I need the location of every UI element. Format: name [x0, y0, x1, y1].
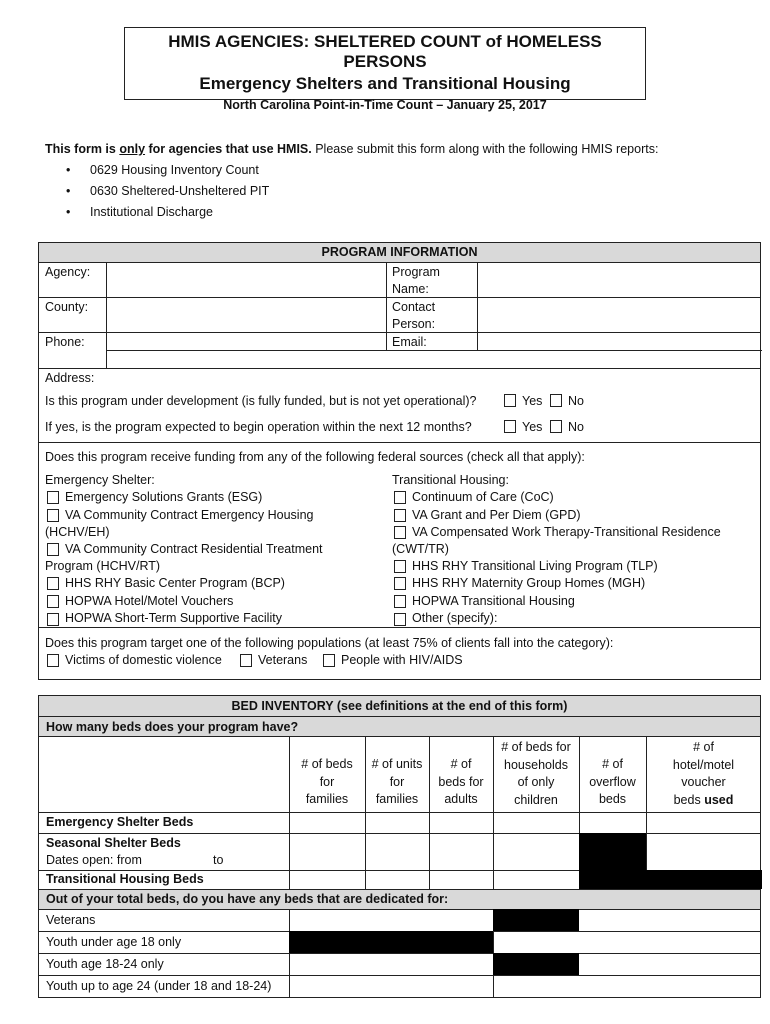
report-item-label: 0629 Housing Inventory Count: [90, 163, 259, 177]
blocked-cell: [579, 833, 646, 889]
transitional-housing-heading: Transitional Housing:: [392, 473, 509, 487]
begin-no-checkbox[interactable]: [550, 420, 562, 433]
phone-label: Phone:: [45, 335, 85, 349]
bed-inventory-header: BED INVENTORY (see definitions at the end of this form): [39, 696, 760, 717]
bcp-checkbox[interactable]: [47, 577, 59, 590]
blocked-cell: [493, 953, 579, 975]
dev-yes-label: Yes: [522, 394, 543, 408]
hchv-rt-checkbox[interactable]: [47, 543, 59, 556]
esg-checkbox[interactable]: [47, 491, 59, 504]
th-item: Other (specify):: [412, 611, 498, 625]
mgh-checkbox[interactable]: [394, 577, 406, 590]
hopwa-th-checkbox[interactable]: [394, 595, 406, 608]
population-label: Veterans: [258, 653, 308, 667]
form-date-line: North Carolina Point-in-Time Count – January 25, 2017: [223, 98, 547, 112]
hiv-aids-checkbox[interactable]: [323, 654, 335, 667]
col-beds-children: # of beds for households of only children: [501, 740, 571, 807]
county-label: County:: [45, 300, 89, 314]
col-overflow-beds: # of overflow beds: [589, 757, 636, 806]
domestic-violence-checkbox[interactable]: [47, 654, 59, 667]
intro-rest: Please submit this form along with the following HMIS reports:: [311, 142, 659, 156]
row-emergency-shelter: Emergency Shelter Beds: [46, 815, 194, 829]
th-item: (CWT/TR): [392, 542, 449, 556]
row-youth-under-18: Youth under age 18 only: [46, 935, 182, 949]
address-label: Address:: [45, 371, 95, 385]
tlp-checkbox[interactable]: [394, 560, 406, 573]
report-item-label: Institutional Discharge: [90, 205, 213, 219]
blocked-cell: [289, 931, 493, 953]
es-item: Program (HCHV/RT): [45, 559, 161, 573]
begin-question: If yes, is the program expected to begin operation within the next 12 months?: [45, 420, 472, 434]
row-seasonal-shelter: Seasonal Shelter Beds: [46, 836, 181, 850]
col-voucher-beds: # of hotel/motel voucher beds used: [672, 740, 735, 807]
es-item: HOPWA Hotel/Motel Vouchers: [65, 594, 234, 608]
program-information-section: [38, 242, 761, 680]
dates-to-label: to: [213, 853, 224, 867]
row-youth-up-to-24: Youth up to age 24 (under 18 and 18-24): [46, 979, 272, 993]
development-question: Is this program under development (is fully funded, but is not yet operational)?: [45, 394, 477, 408]
address-field[interactable]: [107, 351, 761, 368]
es-item: VA Community Contract Residential Treatment: [65, 542, 323, 556]
report-item-label: 0630 Sheltered-Unsheltered PIT: [90, 184, 270, 198]
begin-no-label: No: [568, 420, 584, 434]
county-field[interactable]: [107, 298, 386, 332]
gpd-checkbox[interactable]: [394, 509, 406, 522]
bed-question: How many beds does your program have?: [39, 717, 760, 737]
es-item: VA Community Contract Emergency Housing: [65, 508, 314, 522]
bullet-icon: •: [66, 163, 71, 177]
intro-bold-post: for agencies that use HMIS.: [145, 142, 312, 156]
row-veterans: Veterans: [46, 913, 96, 927]
hopwa-stsf-checkbox[interactable]: [47, 613, 59, 626]
form-subtitle: Emergency Shelters and Transitional Housing: [199, 74, 571, 93]
dev-no-label: No: [568, 394, 584, 408]
funding-question: Does this program receive funding from any of the following federal sources (check all that apply):: [45, 450, 585, 464]
form-title: HMIS AGENCIES: SHELTERED COUNT of HOMELESS PERSONS: [168, 32, 602, 71]
report-list-item: [66, 184, 270, 198]
dedicated-question: Out of your total beds, do you have any beds that are dedicated for:: [39, 890, 760, 909]
agency-label: Agency:: [45, 265, 91, 279]
th-item: HHS RHY Transitional Living Program (TLP): [412, 559, 658, 573]
program-name-field[interactable]: [478, 263, 761, 297]
bullet-icon: •: [66, 184, 71, 198]
col-beds-adults: # of beds for adults: [438, 757, 484, 806]
th-item: VA Compensated Work Therapy-Transitional Residence: [412, 525, 721, 539]
row-youth-18-24: Youth age 18-24 only: [46, 957, 164, 971]
other-checkbox[interactable]: [394, 613, 406, 626]
dates-open-label: Dates open: from: [46, 853, 142, 867]
hchv-eh-checkbox[interactable]: [47, 509, 59, 522]
bed-inventory-section: [38, 695, 761, 998]
es-item: HHS RHY Basic Center Program (BCP): [65, 576, 285, 590]
th-item: HHS RHY Maternity Group Homes (MGH): [412, 576, 646, 590]
hopwa-hotel-checkbox[interactable]: [47, 595, 59, 608]
es-item: (HCHV/EH): [45, 525, 110, 539]
population-label: Victims of domestic violence: [65, 653, 222, 667]
population-question: Does this program target one of the following populations (at least 75% of clients fall into the category):: [45, 636, 614, 650]
row-transitional-housing: Transitional Housing Beds: [46, 872, 204, 886]
blocked-cell: [646, 870, 762, 889]
agency-field[interactable]: [107, 263, 386, 297]
contact-person-field[interactable]: [478, 298, 761, 332]
bullet-icon: •: [66, 205, 71, 219]
contact-label-2: Person:: [392, 317, 436, 331]
veterans-checkbox[interactable]: [240, 654, 252, 667]
intro-only: only: [119, 142, 146, 156]
coc-checkbox[interactable]: [394, 491, 406, 504]
col-units-families: # of units for families: [371, 757, 423, 806]
es-item: HOPWA Short-Term Supportive Facility: [65, 611, 282, 625]
program-name-label-2: Name:: [392, 282, 429, 296]
report-list-item: [66, 205, 213, 219]
cwt-tr-checkbox[interactable]: [394, 526, 406, 539]
dev-yes-checkbox[interactable]: [504, 394, 516, 407]
col-beds-families: # of beds for families: [301, 757, 353, 806]
phone-field[interactable]: [107, 333, 386, 350]
th-item: VA Grant and Per Diem (GPD): [412, 508, 581, 522]
th-item: HOPWA Transitional Housing: [412, 594, 575, 608]
report-list-item: [66, 163, 259, 177]
program-name-label-1: Program: [392, 265, 440, 279]
intro-text: [45, 142, 658, 156]
th-item: Continuum of Care (CoC): [412, 490, 554, 504]
population-label: People with HIV/AIDS: [341, 653, 463, 667]
es-item: Emergency Solutions Grants (ESG): [65, 490, 263, 504]
dev-no-checkbox[interactable]: [550, 394, 562, 407]
begin-yes-label: Yes: [522, 420, 543, 434]
contact-label-1: Contact: [392, 300, 436, 314]
intro-bold-pre: This form is: [45, 142, 120, 156]
blocked-cell: [493, 909, 579, 931]
program-information-header: PROGRAM INFORMATION: [39, 243, 760, 263]
email-label: Email:: [392, 335, 427, 349]
title-box: [124, 27, 646, 112]
email-field[interactable]: [478, 333, 761, 350]
begin-yes-checkbox[interactable]: [504, 420, 516, 433]
emergency-shelter-heading: Emergency Shelter:: [45, 473, 155, 487]
